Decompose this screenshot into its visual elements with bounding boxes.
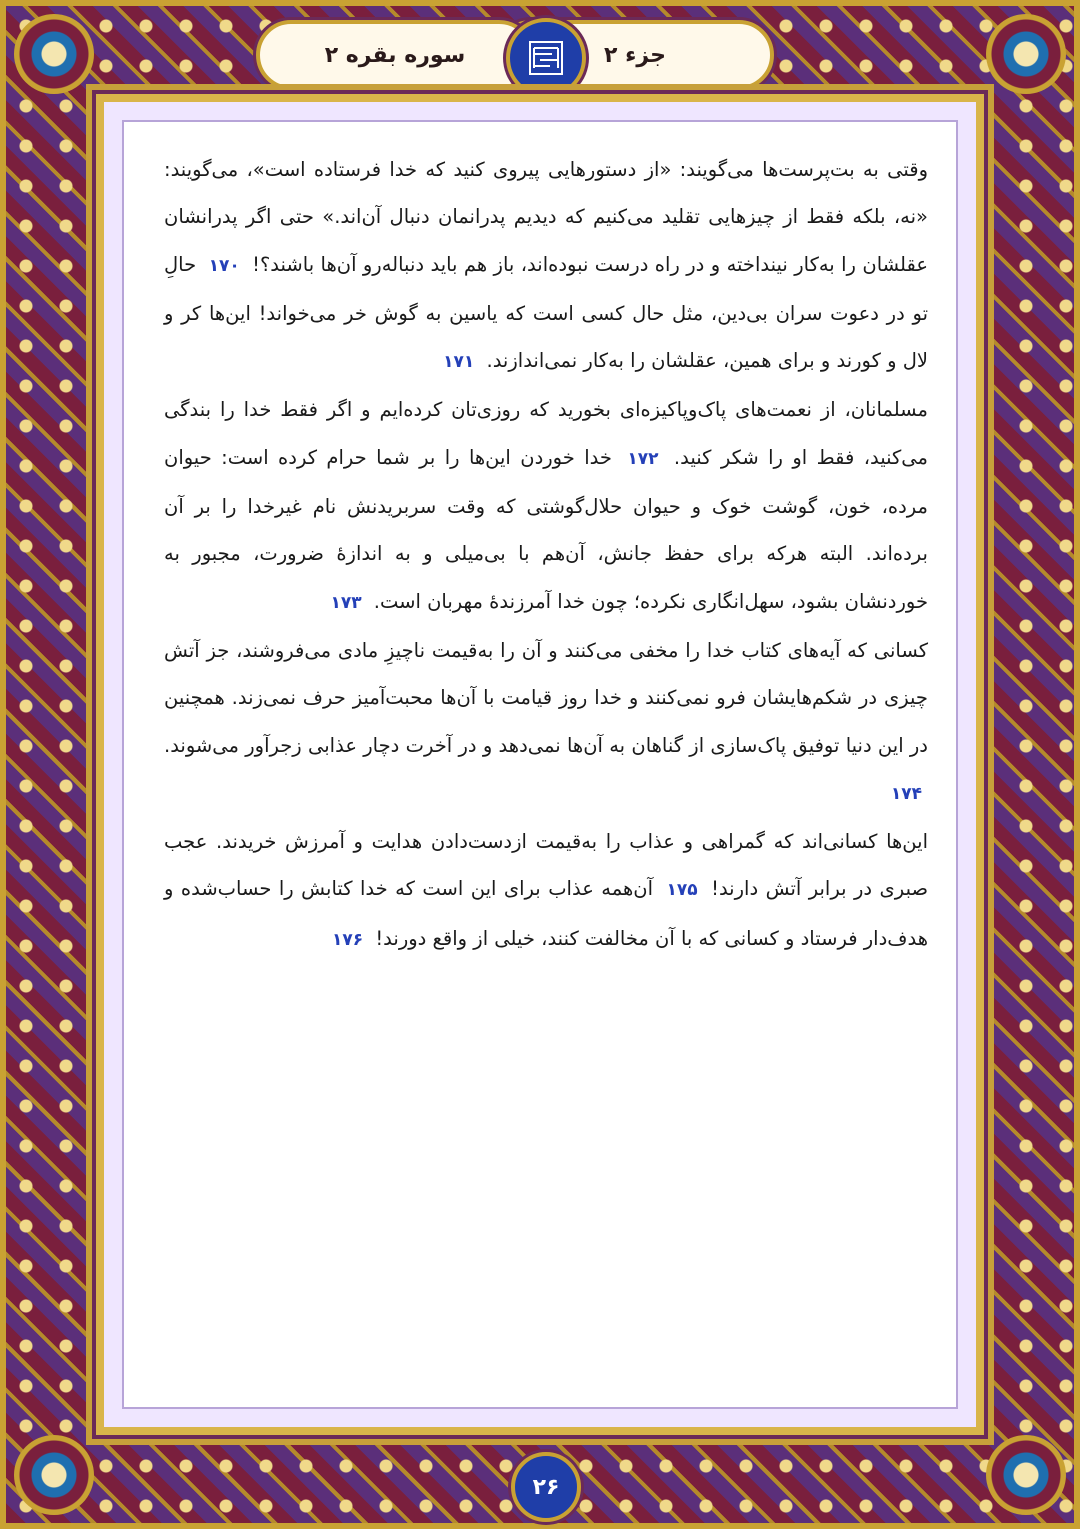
translation-text — [164, 146, 928, 964]
ayah-number: ۱۷۴ — [890, 783, 922, 804]
corner-ornament — [986, 14, 1066, 94]
paragraph — [164, 386, 928, 626]
ayah-number: ۱۷۶ — [332, 929, 364, 950]
surah-label-pill — [256, 20, 534, 90]
ayah-number: ۱۷۳ — [330, 592, 362, 613]
ayah-number: ۱۷۵ — [666, 880, 698, 901]
corner-ornament — [986, 1435, 1066, 1515]
verse-text: حالِ تو در دعوت سران بی‌دین، مثل حال کسی است که یاسین به گوش خر می‌خواند! این‌ها کر و لال و کورند و برای همین، عقلشان را به‌کار نمی‌اندازند. — [164, 252, 928, 373]
corner-ornament — [14, 14, 94, 94]
ayah-number: ۱۷۰ — [208, 255, 240, 276]
verse-text: این‌ها کسانی‌اند که گمراهی و عذاب را به‌قیمت ازدست‌دادن هدایت و آمرزش خریدند. عجب صبری در برابر آتش دارند! — [164, 830, 929, 901]
paragraph — [164, 818, 928, 964]
calligraphy-emblem-icon — [506, 18, 586, 98]
ayah-number: ۱۷۲ — [627, 448, 659, 469]
verse-text: آن‌همه عذاب برای این است که خدا کتابش را حساب‌شده و هدف‌دار فرستاد و کسانی که با آن مخالفت کنند، خیلی از واقع دورند! — [164, 877, 928, 950]
paragraph — [164, 146, 928, 386]
verse-text: مسلمانان، از نعمت‌های پاک‌وپاکیزه‌ای بخورید که روزی‌تان کرده‌ایم و اگر فقط خدا را بندگی می‌کنید، فقط او را شکر کنید. — [164, 398, 928, 469]
verse-text: کسانی که آیه‌های کتاب خدا را مخفی می‌کنند و آن را به‌قیمت ناچیزِ مادی می‌فروشند، جز آتش چیزی در شکم‌هایشان فرو نمی‌کنند و خدا روز قیامت با آن‌ها محبت‌آمیز حرف نمی‌زند. همچنین در این دنیا توفیق پاک‌سازی از گناهان به آن‌ها نمی‌دهد و در آخرت دچار عذابی زجرآور می‌شوند. — [164, 638, 928, 757]
paragraph — [164, 627, 928, 818]
corner-ornament — [14, 1435, 94, 1515]
juz-label: جزء ۲ — [604, 42, 666, 68]
page-number: ۲۶ — [511, 1452, 581, 1522]
ayah-number: ۱۷۱ — [443, 352, 475, 373]
verse-text: خدا خوردن این‌ها را بر شما حرام کرده است: حیوان مرده، خون، گوشت خوک و حیوان حلال‌گوشتی که وقت سربریدنش نام غیرخدا را بر آن برده‌اند. البته هرکه برای حفظ جانش، آن‌هم با بی‌میلی و به اندازهٔ ضرورت، مجبور به خوردنشان بشود، سهل‌انگاری نکرده؛ چون خدا آمرزندهٔ مهربان است. — [164, 445, 928, 613]
surah-label: سوره بقره ۲ — [324, 42, 466, 68]
verse-text: وقتی به بت‌پرست‌ها می‌گویند: «از دستورهایی پیروی کنید که خدا فرستاده است»، می‌گویند: «نه، بلکه فقط از چیزهایی تقلید می‌کنیم که دیدیم پدرانمان دنبال آن‌اند.» حتی اگر پدرانشان عقلشان را به‌کار نینداخته و در راه درست نبوده‌اند، باز هم باید دنباله‌رو آن‌ها باشند؟! — [164, 158, 928, 276]
